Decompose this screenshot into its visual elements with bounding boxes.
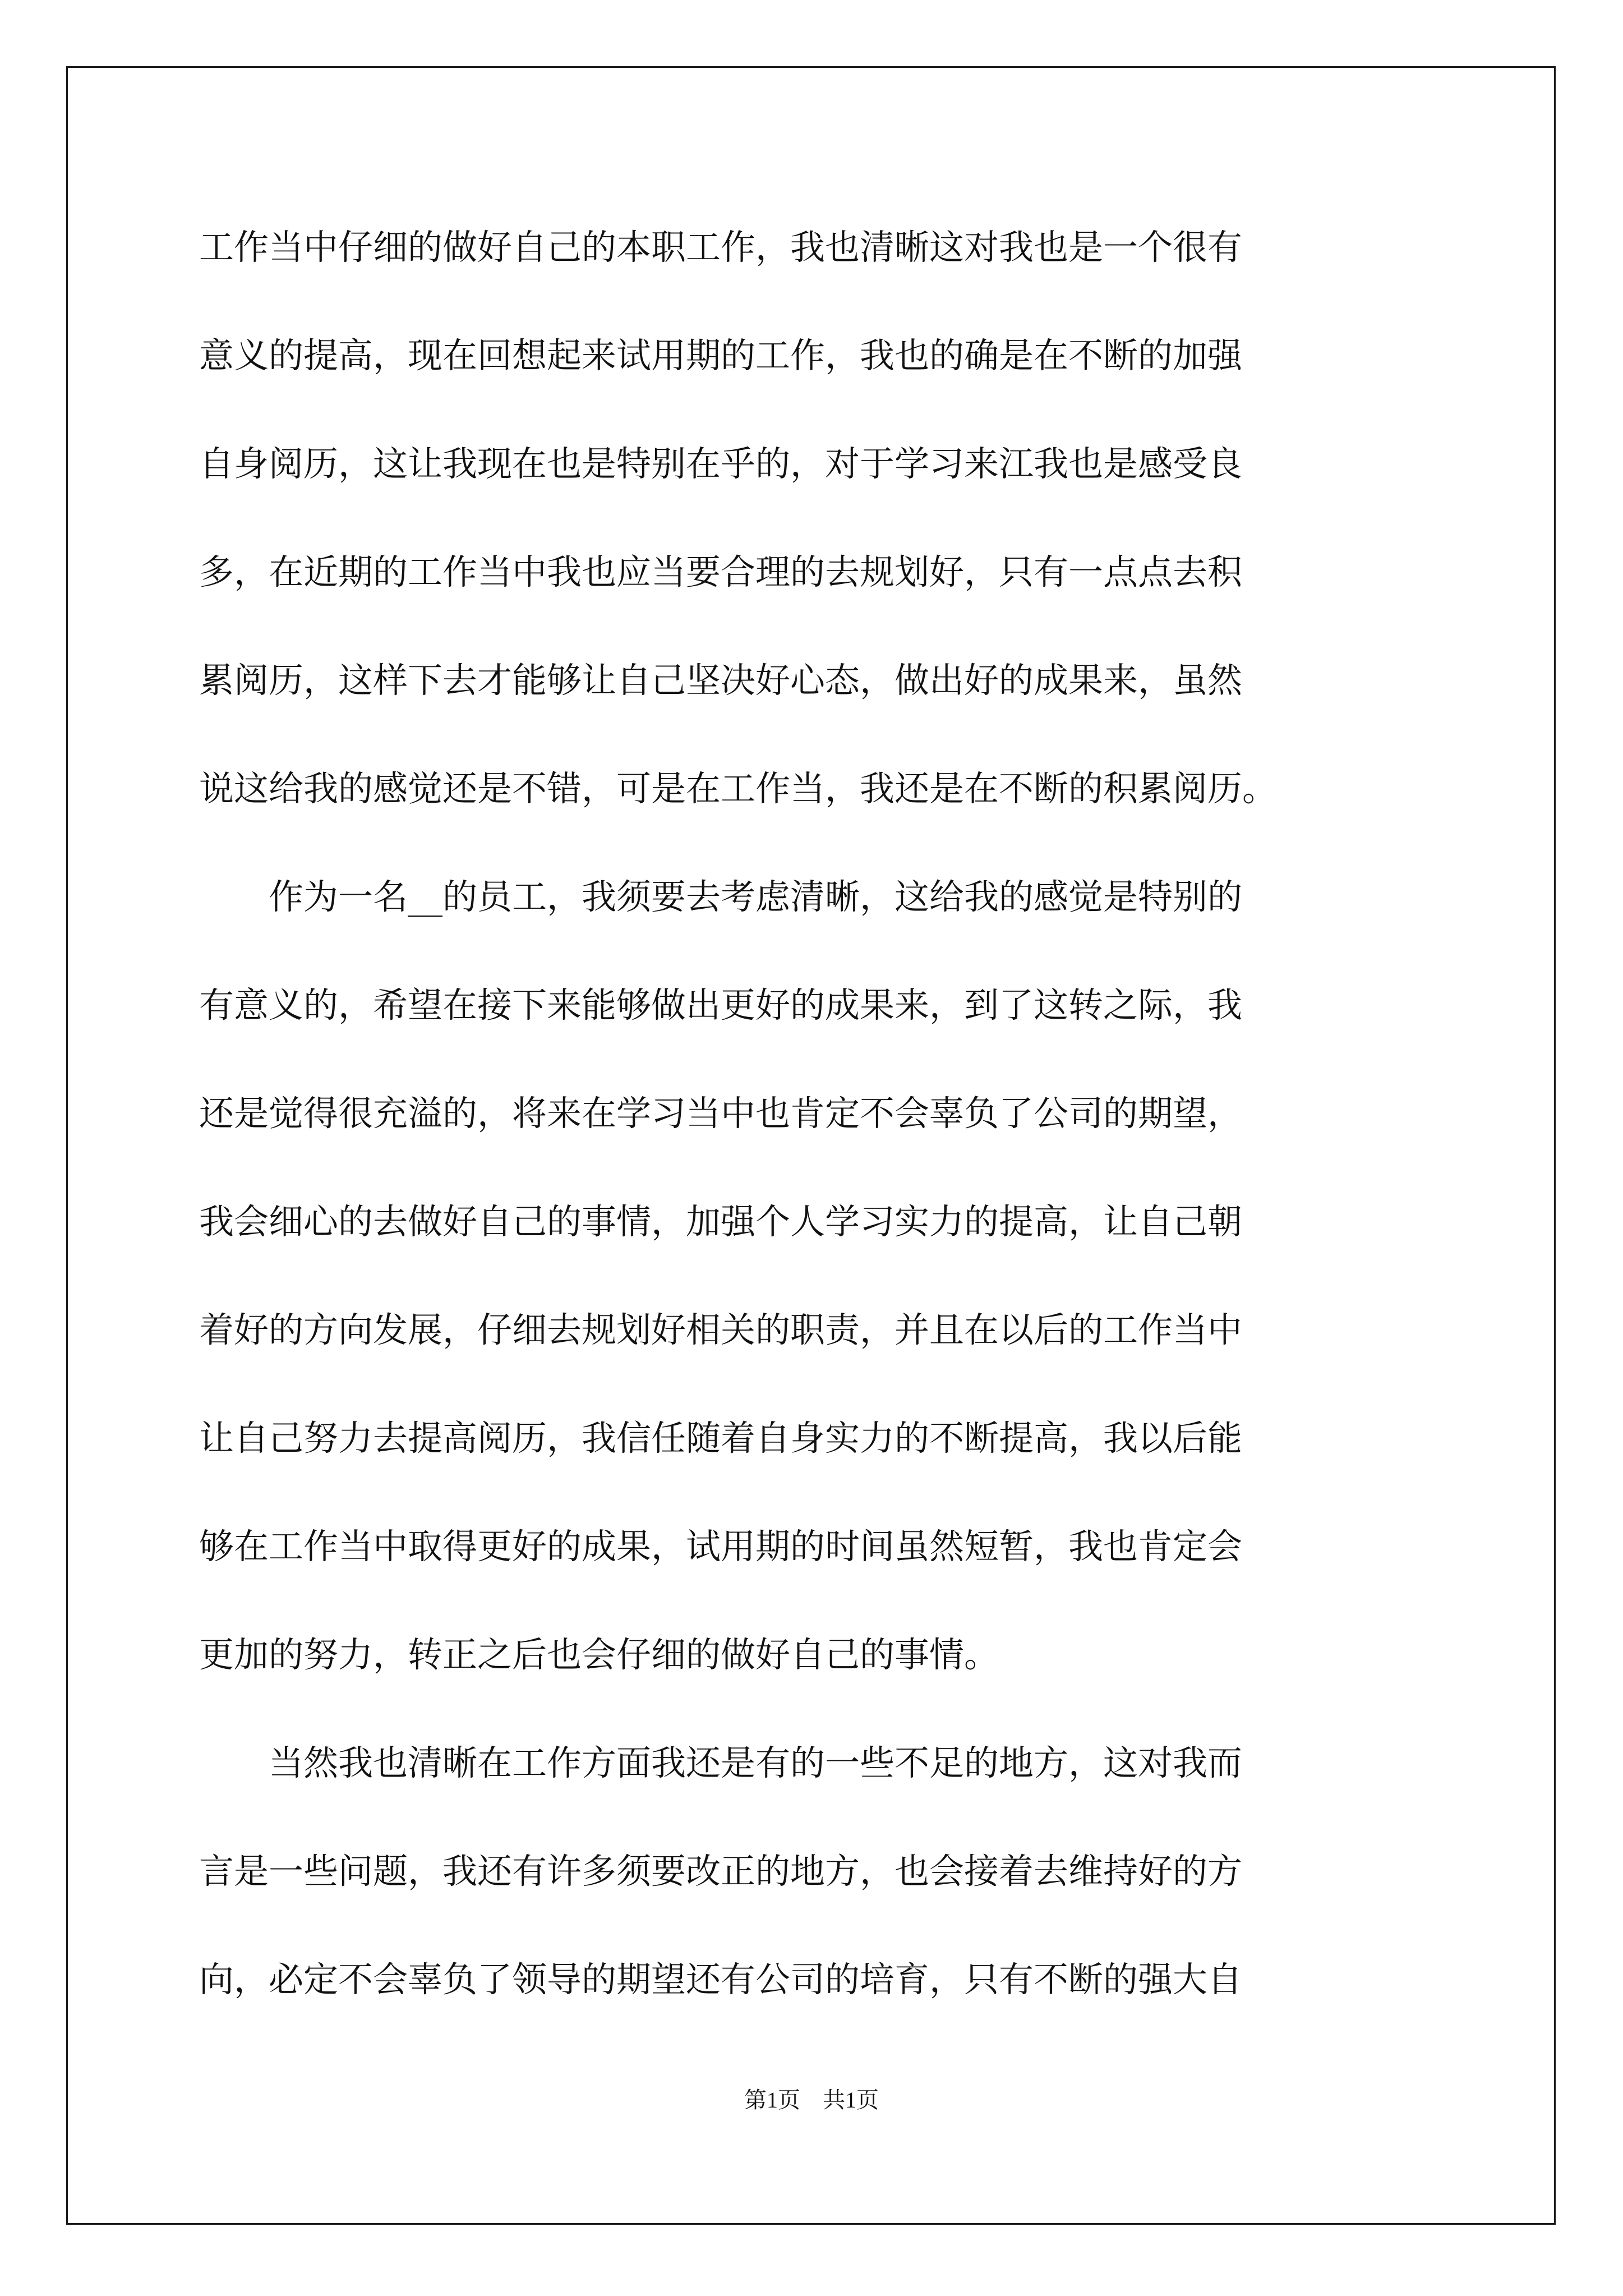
text-line: 工作当中仔细的做好自己的本职工作，我也清晰这对我也是一个很有 <box>199 227 1243 268</box>
text-line: 当然我也清晰在工作方面我还是有的一些不足的地方，这对我而 <box>199 1742 1243 1783</box>
text-line: 多，在近期的工作当中我也应当要合理的去规划好，只有一点点去积 <box>199 551 1243 592</box>
text-line: 累阅历，这样下去才能够让自己坚决好心态，做出好的成果来，虽然 <box>199 660 1243 701</box>
text-line: 还是觉得很充溢的，将来在学习当中也肯定不会辜负了公司的期望， <box>199 1093 1243 1134</box>
text-line: 更加的努力，转正之后也会仔细的做好自己的事情。 <box>199 1634 999 1675</box>
text-line: 意义的提高，现在回想起来试用期的工作，我也的确是在不断的加强 <box>199 335 1243 376</box>
text-line: 着好的方向发展，仔细去规划好相关的职责，并且在以后的工作当中 <box>199 1309 1243 1350</box>
text-line: 说这给我的感觉还是不错，可是在工作当，我还是在不断的积累阅历。 <box>199 768 1278 809</box>
text-line: 让自己努力去提高阅历，我信任随着自身实力的不断提高，我以后能 <box>199 1418 1243 1458</box>
page-footer: 第1页 共1页 <box>744 2087 879 2113</box>
page-border <box>66 66 1556 2225</box>
text-line: 有意义的，希望在接下来能够做出更好的成果来，到了这转之际，我 <box>199 984 1243 1025</box>
text-line: 我会细心的去做好自己的事情，加强个人学习实力的提高，让自己朝 <box>199 1201 1243 1242</box>
text-line: 作为一名__的员工，我须要去考虑清晰，这给我的感觉是特别的 <box>199 876 1243 917</box>
text-line: 向，必定不会辜负了领导的期望还有公司的培育，只有不断的强大自 <box>199 1959 1243 2000</box>
text-line: 自身阅历，这让我现在也是特别在乎的，对于学习来江我也是感受良 <box>199 443 1243 484</box>
text-line: 够在工作当中取得更好的成果，试用期的时间虽然短暂，我也肯定会 <box>199 1526 1243 1567</box>
text-line: 言是一些问题，我还有许多须要改正的地方，也会接着去维持好的方 <box>199 1851 1243 1892</box>
